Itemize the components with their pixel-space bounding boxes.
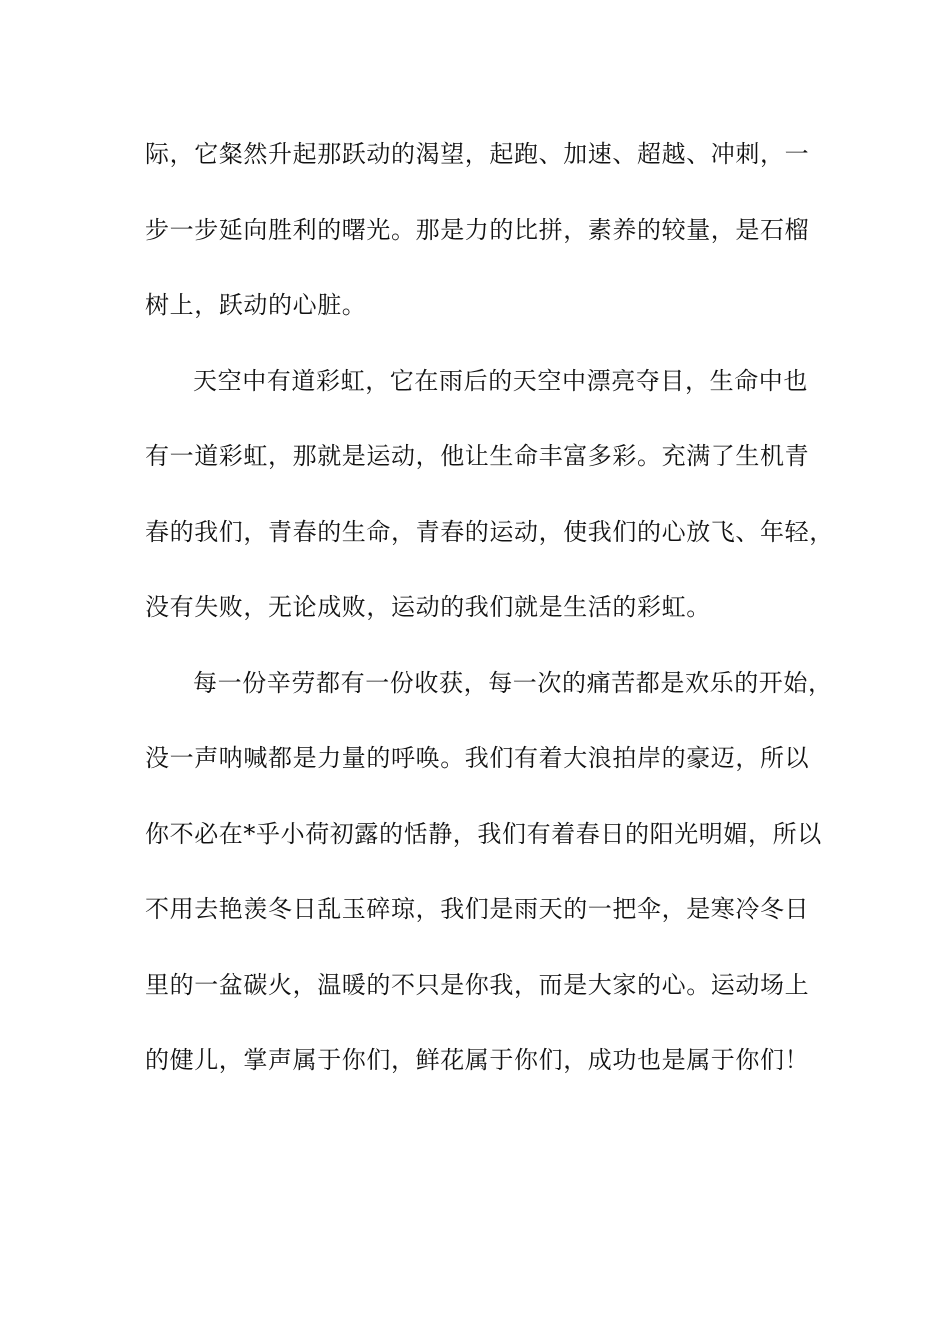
text-line: 每一份辛劳都有一份收获，每一次的痛苦都是欢乐的开始， xyxy=(193,668,833,697)
paragraph-3 xyxy=(145,655,833,1108)
text-line: 天空中有道彩虹，它在雨后的天空中漂亮夺目，生命中也 xyxy=(193,366,808,395)
text-line: 的健儿，掌声属于你们，鲜花属于你们，成功也是属于你们！ xyxy=(145,1046,810,1074)
paragraph-2 xyxy=(145,353,834,655)
text-line: 春的我们，青春的生命，青春的运动，使我们的心放飞、年轻， xyxy=(145,517,834,546)
text-line: 不用去艳羡冬日乱玉碎琼，我们是雨天的一把伞，是寒冷冬日 xyxy=(145,895,810,923)
paragraph-1 xyxy=(145,126,825,353)
text-line: 际，它粲然升起那跃动的渴望，起跑、加速、超越、冲刺，一 xyxy=(145,140,810,168)
text-line: 里的一盆碳火，温暖的不只是你我，而是大家的心。运动场上 xyxy=(145,970,810,999)
document-body xyxy=(145,126,834,1108)
text-line: 树上，跃动的心脏。 xyxy=(145,291,367,319)
text-line: 你不必在*乎小荷初露的恬静，我们有着春日的阳光明媚，所以 xyxy=(145,819,822,848)
text-line: 没一声呐喊都是力量的呼唤。我们有着大浪拍岸的豪迈，所以 xyxy=(145,744,810,772)
text-line: 没有失败，无论成败，运动的我们就是生活的彩虹。 xyxy=(145,593,711,621)
text-line: 步一步延向胜利的曙光。那是力的比拼，素养的较量，是石榴 xyxy=(145,215,810,244)
text-line: 有一道彩虹，那就是运动，他让生命丰富多彩。充满了生机青 xyxy=(145,442,810,470)
